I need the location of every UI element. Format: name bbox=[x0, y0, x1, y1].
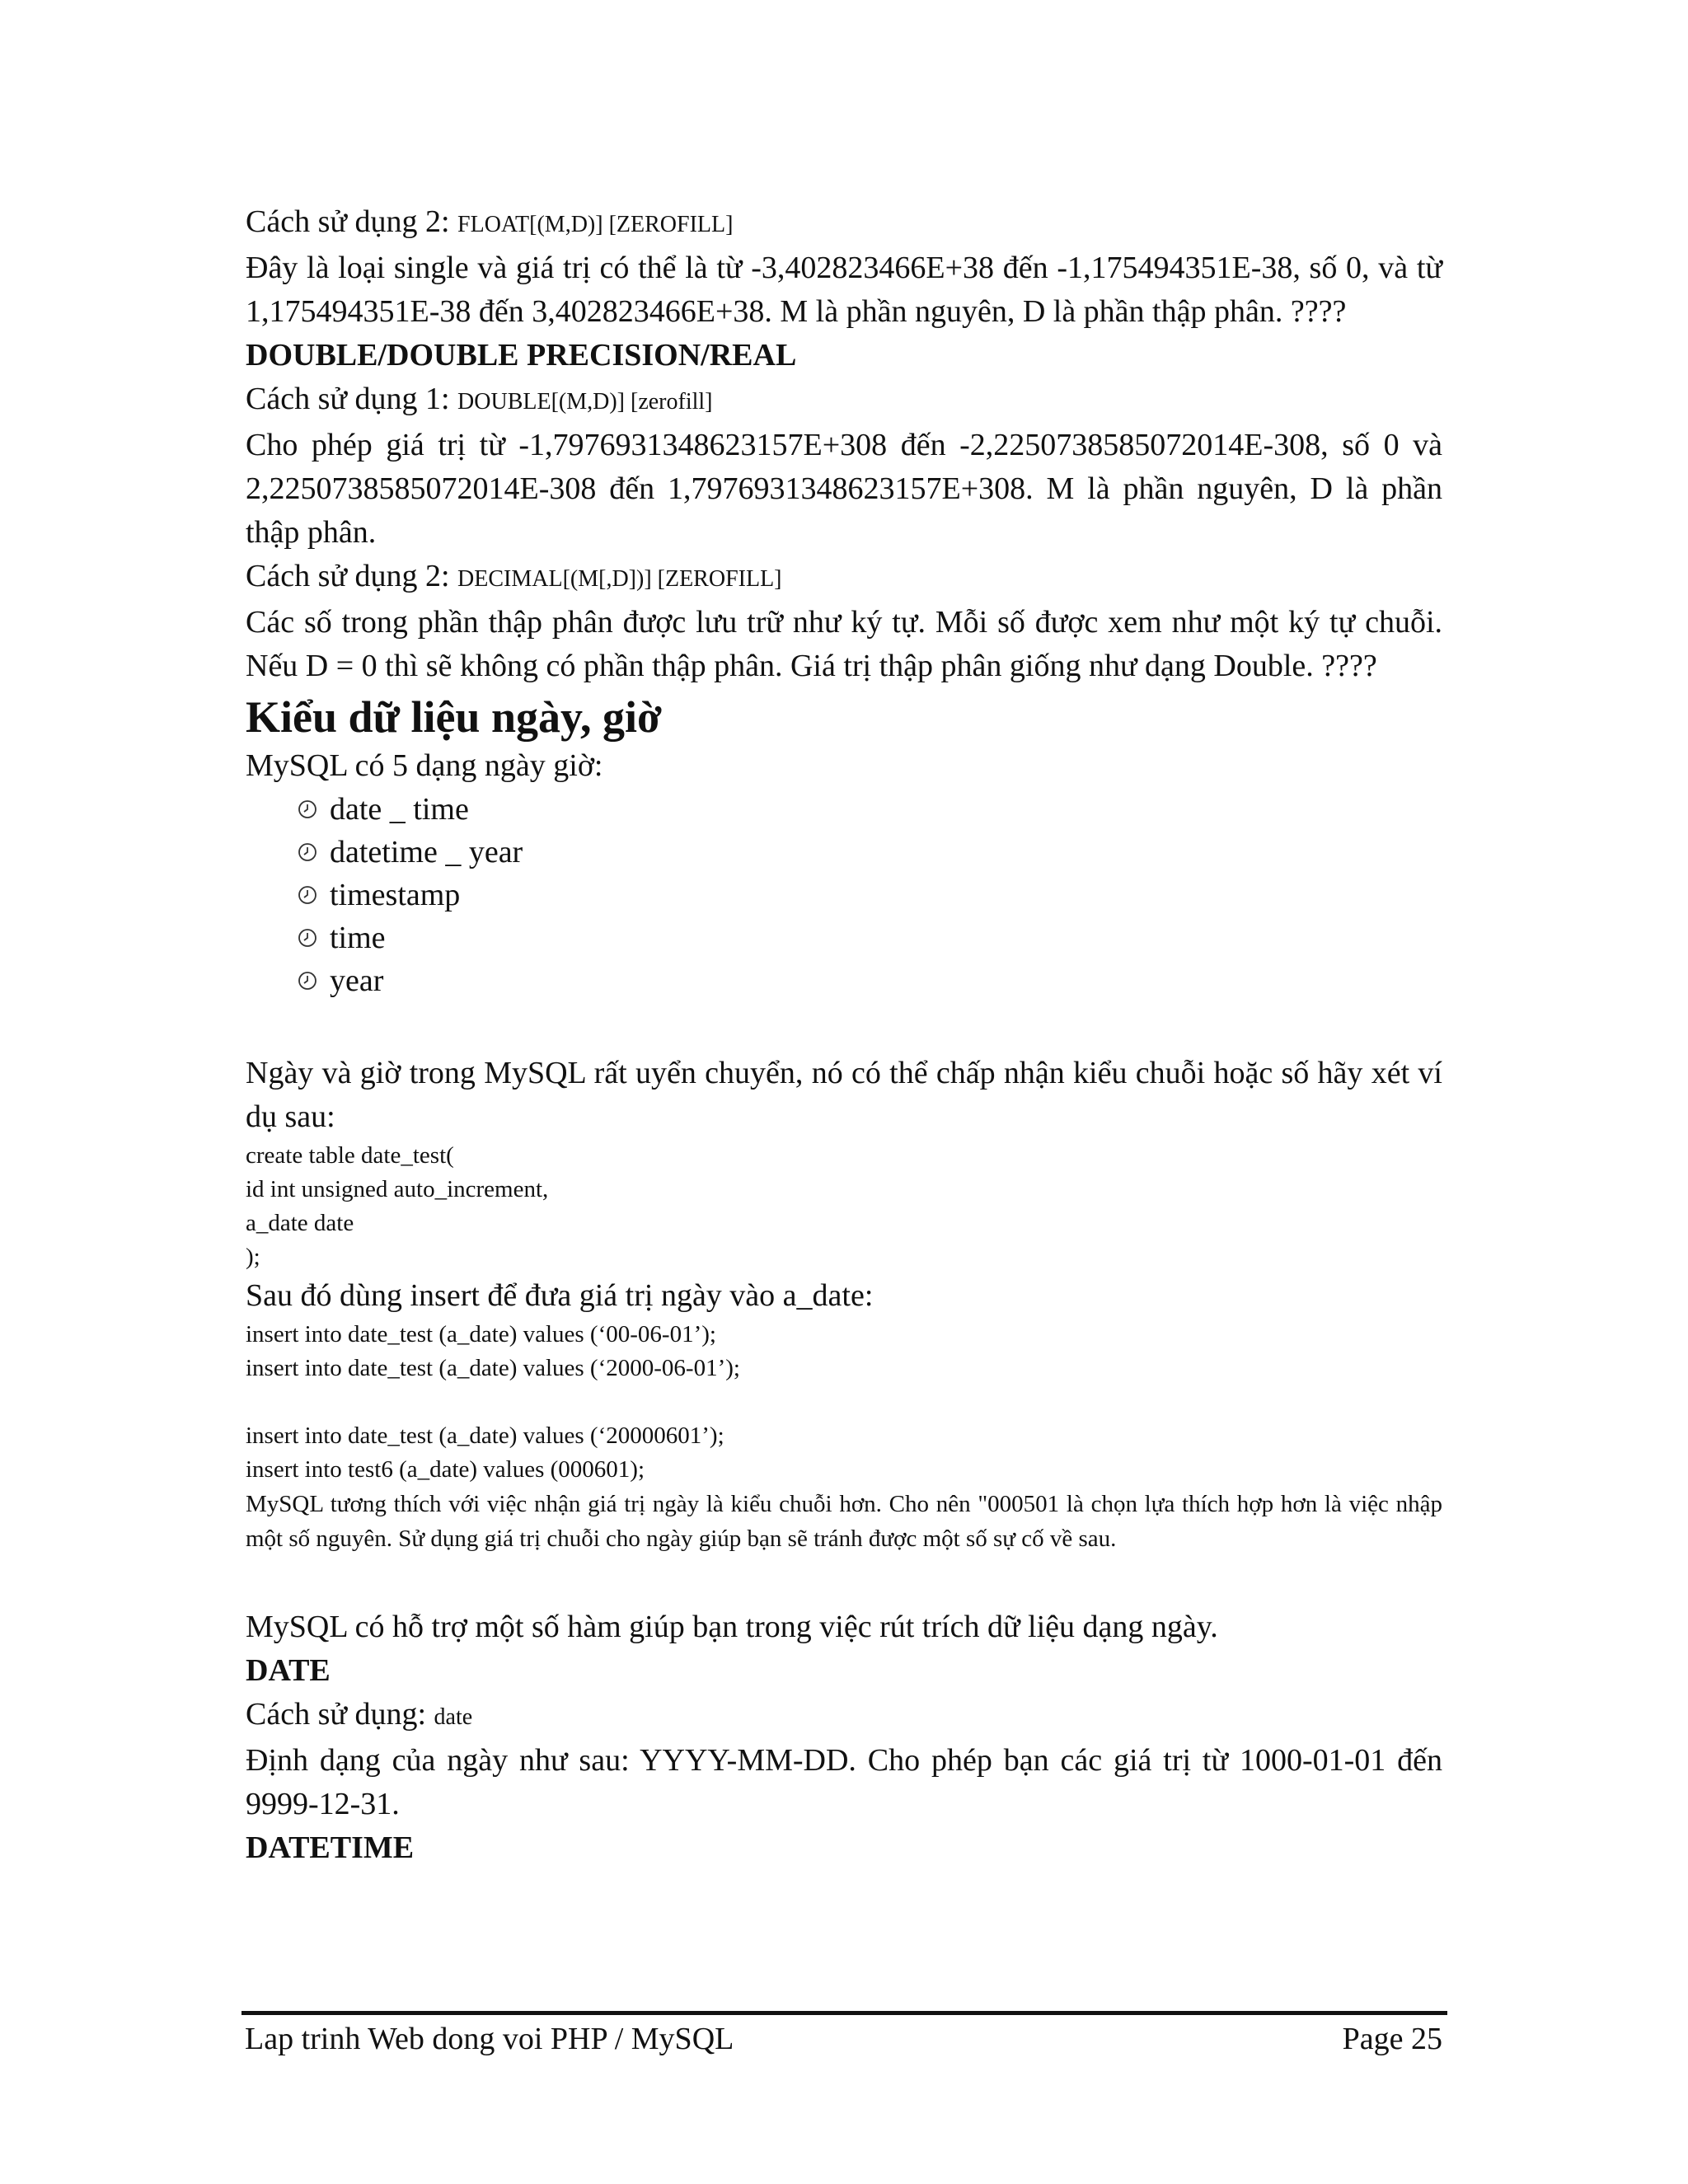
date-flex-text: Ngày và giờ trong MySQL rất uyển chuyển, nó có thể chấp nhận kiểu chuỗi hoặc số hãy xét ví dụ sau: bbox=[246, 1056, 1442, 1134]
insert-code-2: insert into date_test (a_date) values (‘20000601’); insert into test6 (a_date) values (000601); bbox=[246, 1422, 724, 1483]
list-item: date _ time bbox=[297, 788, 1442, 831]
datetime-heading: DATETIME bbox=[246, 1830, 415, 1865]
date-types-heading: Kiểu dữ liệu ngày, giờ bbox=[246, 692, 662, 742]
string-date-note: MySQL tương thích với việc nhận giá trị ngày là kiểu chuỗi hơn. Cho nên "000501 là chọn lựa thích hợp hơn là việc nhập một số nguyên. Sử dụng giá trị chuỗi cho ngày giúp bạn sẽ tránh được một số sự cố về sau. bbox=[246, 1491, 1442, 1552]
date-types-list bbox=[246, 788, 1442, 1002]
float-usage-2: Cách sử dụng 2: FLOAT[(M,D)] [ZEROFILL] bbox=[246, 204, 734, 239]
double-heading: DOUBLE/DOUBLE PRECISION/REAL bbox=[246, 338, 797, 373]
spacer bbox=[246, 1002, 1442, 1052]
list-item: datetime _ year bbox=[297, 831, 1442, 874]
date-usage-code: date bbox=[434, 1704, 473, 1730]
page-number: Page 25 bbox=[1342, 2022, 1442, 2056]
double-usage-1: Cách sử dụng 1: DOUBLE[(M,D)] [zerofill] bbox=[246, 382, 713, 416]
date-heading: DATE bbox=[246, 1653, 331, 1688]
date-usage: Cách sử dụng: date bbox=[246, 1697, 473, 1732]
clock-icon bbox=[297, 970, 318, 991]
decimal-usage-2-code: DECIMAL[(M[,D])] [ZEROFILL] bbox=[457, 566, 782, 592]
spacer bbox=[246, 1556, 1442, 1605]
footer-title: Lap trinh Web dong voi PHP / MySQL bbox=[245, 2022, 734, 2056]
page-footer bbox=[241, 2011, 1447, 2060]
spacer bbox=[246, 1385, 1442, 1419]
float-description: Đây là loại single và giá trị có thể là từ -3,402823466E+38 đến -1,175494351E-38, số 0, và từ 1,175494351E-38 đến 3,402823466E+38. M là phần nguyên, D là phần thập phân. ???? bbox=[246, 251, 1442, 329]
list-item: year bbox=[297, 959, 1442, 1002]
clock-icon bbox=[297, 927, 318, 949]
insert-intro: Sau đó dùng insert để đưa giá trị ngày vào a_date: bbox=[246, 1278, 874, 1313]
create-table-code: create table date_test( id int unsigned auto_increment, a_date date ); bbox=[246, 1142, 549, 1270]
clock-icon bbox=[297, 799, 318, 820]
insert-code-1: insert into date_test (a_date) values (‘00-06-01’); insert into date_test (a_date) values (‘2000-06-01’); bbox=[246, 1321, 740, 1381]
clock-icon bbox=[297, 884, 318, 906]
double-description: Cho phép giá trị từ -1,7976931348623157E+308 đến -2,2250738585072014E-308, số 0 và 2,2250738585072014E-308 đến 1,7976931348623157E+308. M là phần nguyên, D là phần thập phân. bbox=[246, 428, 1442, 550]
list-item: time bbox=[297, 916, 1442, 959]
decimal-description: Các số trong phần thập phân được lưu trữ như ký tự. Mỗi số được xem như một ký tự chuỗi. Nếu D = 0 thì sẽ không có phần thập phân. Giá trị thập phân giống như dạng Double. ???? bbox=[246, 605, 1442, 683]
date-types-intro: MySQL có 5 dạng ngày giờ: bbox=[246, 748, 603, 783]
double-usage-1-code: DOUBLE[(M,D)] [zerofill] bbox=[457, 389, 713, 415]
clock-icon bbox=[297, 841, 318, 863]
list-item: timestamp bbox=[297, 874, 1442, 916]
float-usage-2-code: FLOAT[(M,D)] [ZEROFILL] bbox=[457, 212, 734, 237]
document-body bbox=[246, 200, 1442, 1870]
date-functions-intro: MySQL có hỗ trợ một số hàm giúp bạn trong việc rút trích dữ liệu dạng ngày. bbox=[246, 1610, 1218, 1644]
decimal-usage-2: Cách sử dụng 2: DECIMAL[(M[,D])] [ZEROFILL] bbox=[246, 559, 782, 593]
date-description: Định dạng của ngày như sau: YYYY-MM-DD. Cho phép bạn các giá trị từ 1000-01-01 đến 9999-12-31. bbox=[246, 1743, 1442, 1821]
